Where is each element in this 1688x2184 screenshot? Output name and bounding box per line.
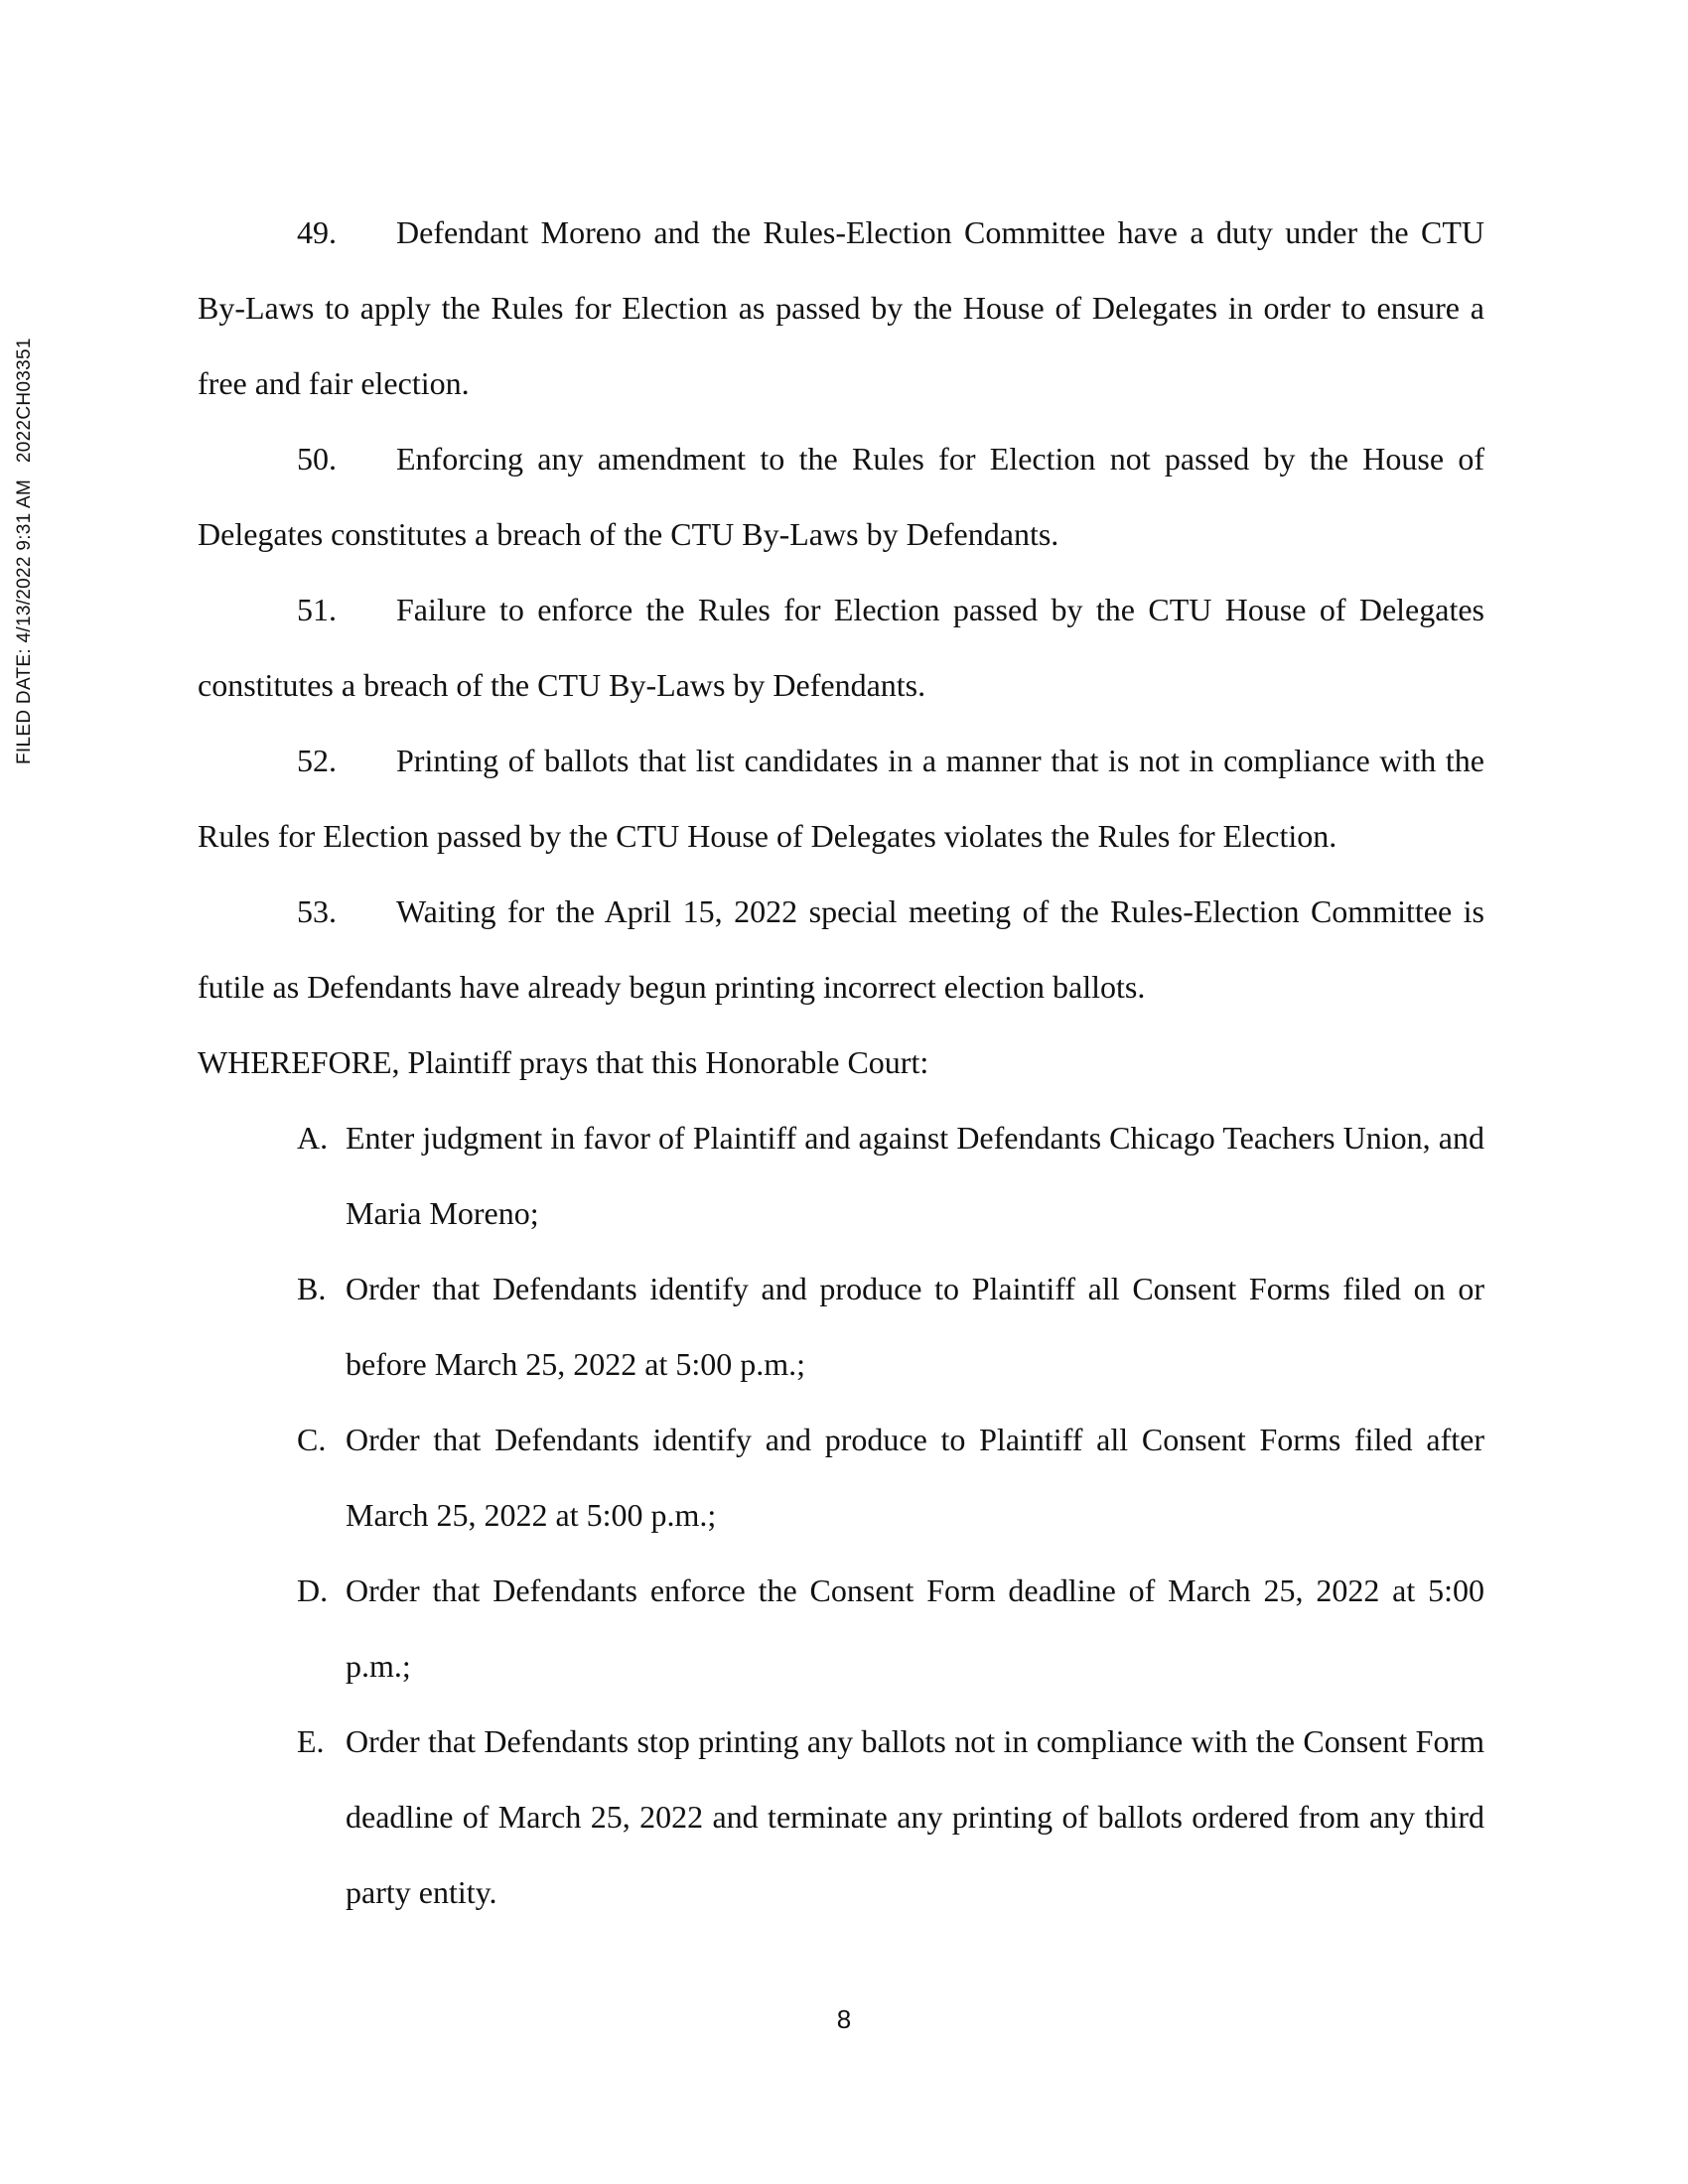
paragraph-text: Enforcing any amendment to the Rules for Election not passed by the House of Delegates constitutes a breach of the CTU By-Laws by Defendants. [198,441,1484,552]
relief-letter: B. [297,1271,327,1306]
relief-text: Order that Defendants identify and produce to Plaintiff all Consent Forms filed after March 25, 2022 at 5:00 p.m.; [346,1422,1484,1533]
filed-date-stamp: FILED DATE: 4/13/2022 9:31 AM 2022CH03351 [14,338,35,764]
paragraph-number: 51. [297,592,337,627]
prayer-for-relief-list [198,1100,1484,1930]
relief-letter: D. [297,1572,329,1608]
relief-letter: A. [297,1120,329,1156]
paragraph-50 [198,421,1484,572]
paragraph-53 [198,874,1484,1024]
paragraph-number: 52. [297,743,337,778]
relief-item-b [198,1251,1484,1402]
paragraph-number: 53. [297,893,337,929]
wherefore-clause: WHEREFORE, Plaintiff prays that this Honorable Court: [198,1044,929,1080]
paragraph-49 [198,195,1484,421]
page-number: 8 [836,2004,852,2034]
paragraph-text: Waiting for the April 15, 2022 special meeting of the Rules-Election Committee is futile as Defendants have already begun printing incorrect election ballots. [198,893,1484,1005]
relief-item-a [198,1100,1484,1251]
relief-text: Order that Defendants stop printing any ballots not in compliance with the Consent Form deadline of March 25, 2022 and terminate any printing of ballots ordered from any third party entity. [346,1723,1484,1910]
relief-letter: E. [297,1723,325,1759]
relief-text: Enter judgment in favor of Plaintiff and against Defendants Chicago Teachers Union, and Maria Moreno; [346,1120,1484,1231]
paragraph-text: Defendant Moreno and the Rules-Election Committee have a duty under the CTU By-Laws to apply the Rules for Election as passed by the House of Delegates in order to ensure a free and fair election. [198,214,1484,401]
relief-item-e [198,1704,1484,1930]
paragraph-51 [198,572,1484,723]
relief-item-d [198,1553,1484,1704]
paragraph-text: Printing of ballots that list candidates in a manner that is not in compliance with the Rules for Election passed by the CTU House of Delegates violates the Rules for Election. [198,743,1484,854]
paragraph-number: 49. [297,214,337,250]
relief-letter: C. [297,1422,327,1457]
document-body [198,195,1484,1930]
relief-text: Order that Defendants enforce the Consent Form deadline of March 25, 2022 at 5:00 p.m.; [346,1572,1484,1684]
relief-text: Order that Defendants identify and produce to Plaintiff all Consent Forms filed on or before March 25, 2022 at 5:00 p.m.; [346,1271,1484,1382]
paragraph-52 [198,723,1484,874]
paragraph-text: Failure to enforce the Rules for Election passed by the CTU House of Delegates constitutes a breach of the CTU By-Laws by Defendants. [198,592,1484,703]
paragraph-number: 50. [297,441,337,477]
relief-item-c [198,1402,1484,1553]
